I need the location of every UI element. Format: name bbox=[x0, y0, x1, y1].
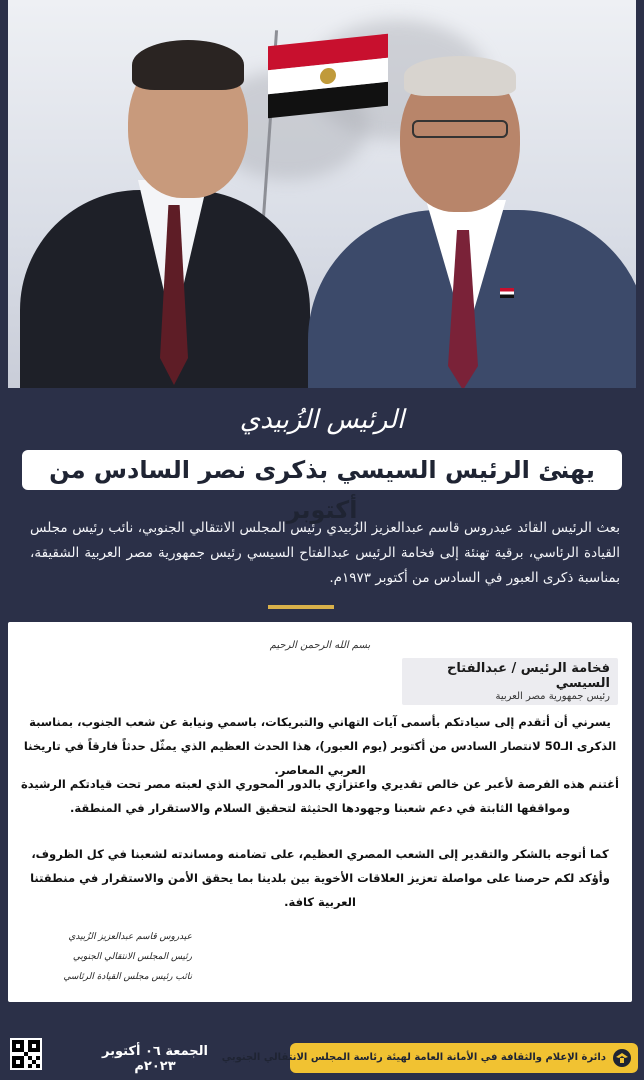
letter-paragraph: كما أتوجه بالشكر والتقدير إلى الشعب المصري العظيم، على تضامنه ومساندته لشعبنا في كل الظروف، وأؤكد لكم حرصنا على مواصلة تعزيز العلاقات الأخوية بين بلدينا بما يحقق الأمن والاستقرار في منطقتنا العربية كافة. bbox=[30, 847, 610, 909]
footer-date: الجمعة ٠٦ أكتوبر ٢٠٢٣م bbox=[101, 1044, 208, 1074]
footer-banner bbox=[221, 1043, 638, 1073]
recipient-title: فخامة الرئيس / عبدالفتاح السيسي bbox=[447, 661, 610, 691]
letter-paragraph: أغتنم هذه الفرصة لأعبر عن خالص تقديري واعتزازي بالدور المحوري الذي لعبته مصر تحت قيادتكم الرشيدة ومواقفها الثابتة في دعم شعبنا وجهودها الحثيثة لتحقيق السلام والاستقرار في المنطقة. bbox=[21, 777, 619, 815]
letter-card bbox=[8, 622, 632, 1002]
hero-photo bbox=[8, 0, 636, 388]
flag-pin-icon bbox=[500, 288, 514, 298]
footer-banner-text: دائرة الإعلام والثقافة في الأمانة العامة لهيئة رئاسة المجلس الانتقالي الجنوبي bbox=[221, 1052, 606, 1063]
basmala: بسم الله الرحمن الرحيم bbox=[269, 640, 371, 651]
headline-name: الرئيس الزُبيدي bbox=[239, 405, 405, 435]
letter-paragraph: يسرني أن أتقدم إلى سيادتكم بأسمى آيات التهاني والتبريكات، باسمي ونيابة عن شعب الجنوب، بمناسبة الذكرى الـ50 لانتصار السادس من أكتوبر (يوم العبور)، هذا الحدث العظيم الذي يمثّل حدثاً فارقاً في تاريخنا العربي المعاصر. bbox=[23, 715, 617, 777]
egypt-flag-icon bbox=[268, 34, 388, 119]
divider bbox=[268, 605, 334, 609]
signature-role: نائب رئيس مجلس القيادة الرئاسي bbox=[63, 972, 192, 982]
qr-code-icon[interactable] bbox=[10, 1038, 42, 1070]
signature-role: رئيس المجلس الانتقالي الجنوبي bbox=[72, 952, 192, 962]
signature bbox=[16, 927, 192, 987]
recipient-box bbox=[402, 658, 618, 705]
glasses-icon bbox=[412, 120, 508, 138]
emblem-icon bbox=[612, 1048, 632, 1068]
signature-name: عيدروس قاسم عبدالعزيز الزُبيدي bbox=[68, 932, 192, 942]
headline bbox=[0, 400, 644, 524]
headline-title: يهنئ الرئيس السيسي بذكرى نصر السادس من أكتوبر bbox=[22, 450, 622, 490]
recipient-role: رئيس جمهورية مصر العربية bbox=[495, 691, 610, 702]
intro-paragraph: بعث الرئيس القائد عيدروس قاسم عبدالعزيز الزُبيدي رئيس المجلس الانتقالي الجنوبي، نائب رئيس مجلس القيادة الرئاسي، برقية تهنئة إلى فخامة الرئيس عبدالفتاح السيسي رئيس جمهورية مصر العربية الشقيقة، بمناسبة ذكرى العبور في السادس من أكتوبر ١٩٧٣م. bbox=[30, 520, 620, 586]
